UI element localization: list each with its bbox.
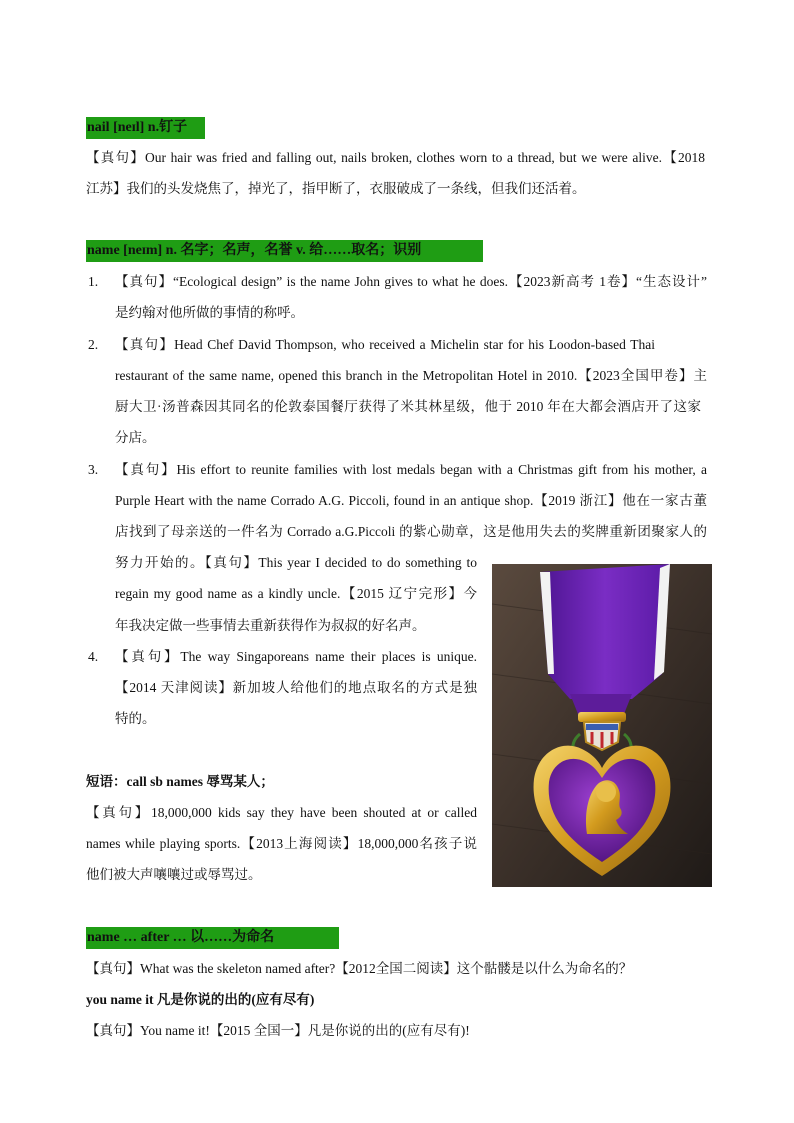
item-2-line-3: 厨大卫·汤普森因其同名的伦敦泰国餐厅获得了米其林星级，他于 2010 年在大都会酒店开了这家 <box>115 399 701 414</box>
item-2-line-2: restaurant of the same name, opened this branch in the Metropolitan Hotel in 2010.【2023全国甲卷】主 <box>115 368 707 383</box>
item-3-line-6: 年我决定做一些事情去重新获得作为叔叔的好名声。 <box>115 618 426 633</box>
phrase-label: 短语：call sb names 辱骂某人； <box>86 774 274 789</box>
name-after-heading: name … after … 以……为命名 <box>86 927 339 949</box>
phrase-line-2: names while playing sports.【2013上海阅读】18,000,000名孩子说 <box>86 836 477 851</box>
purple-heart-medal-image <box>492 564 712 887</box>
item-4-line-2: 【2014 天津阅读】新加坡人给他们的地点取名的方式是独 <box>115 680 477 695</box>
phrase-line-3: 他们被大声嚷嚷过或辱骂过。 <box>86 867 262 882</box>
nail-sentence-line-2: 江苏】我们的头发烧焦了，掉光了，指甲断了，衣服破成了一条线，但我们还活着。 <box>86 181 586 196</box>
phrase-line-1: 【真句】18,000,000 kids say they have been shouted at or called <box>86 805 477 820</box>
item-3-line-5: regain my good name as a kindly uncle.【2015 辽宁完形】今 <box>115 586 477 601</box>
item-2-line-4: 分店。 <box>115 430 156 445</box>
item-number-3: 3. <box>88 462 99 477</box>
nail-sentence-line-1: 【真句】Our hair was fried and falling out, nails broken, clothes worn to a thread, but we were alive.【2018 <box>86 150 705 165</box>
you-name-it-heading: you name it 凡是你说的出的(应有尽有) <box>86 992 315 1007</box>
item-1-line-1: 【真句】“Ecological design” is the name John gives to what he does.【2023新高考 1卷】“生态设计” <box>115 274 707 289</box>
item-3-line-2: Purple Heart with the name Corrado A.G. Piccoli, found in an antique shop.【2019 浙江】他在一家古董 <box>115 493 707 508</box>
item-4-line-3: 特的。 <box>115 711 156 726</box>
item-1-line-2: 是约翰对他所做的事情的称呼。 <box>115 305 304 320</box>
item-number-1: 1. <box>88 274 99 289</box>
item-number-4: 4. <box>88 649 99 664</box>
item-2-line-1: 【真句】Head Chef David Thompson, who received a Michelin star for his Loodon-based Thai <box>115 337 655 352</box>
item-3-line-4: 努力开始的。【真句】This year I decided to do something to <box>115 555 477 570</box>
item-3-line-3: 店找到了母亲送的一件名为 Corrado a.G.Piccoli 的紫心勋章，这是他用失去的奖牌重新团聚家人的 <box>115 524 707 539</box>
name-heading: name [neɪm] n. 名字；名声，名誉 v. 给……取名；识别 <box>86 240 483 262</box>
you-name-it-sentence: 【真句】You name it!【2015 全国一】凡是你说的出的(应有尽有)! <box>86 1023 470 1038</box>
item-4-line-1: 【真句】The way Singaporeans name their places is unique. <box>115 649 477 664</box>
name-after-sentence: 【真句】What was the skeleton named after?【2012全国二阅读】这个骷髅是以什么为命名的？ <box>86 961 633 976</box>
nail-heading: nail [neɪl] n.钉子 <box>86 117 205 139</box>
item-3-line-1: 【真句】His effort to reunite families with lost medals began with a Christmas gift from his mother, a <box>115 462 707 477</box>
item-number-2: 2. <box>88 337 99 352</box>
